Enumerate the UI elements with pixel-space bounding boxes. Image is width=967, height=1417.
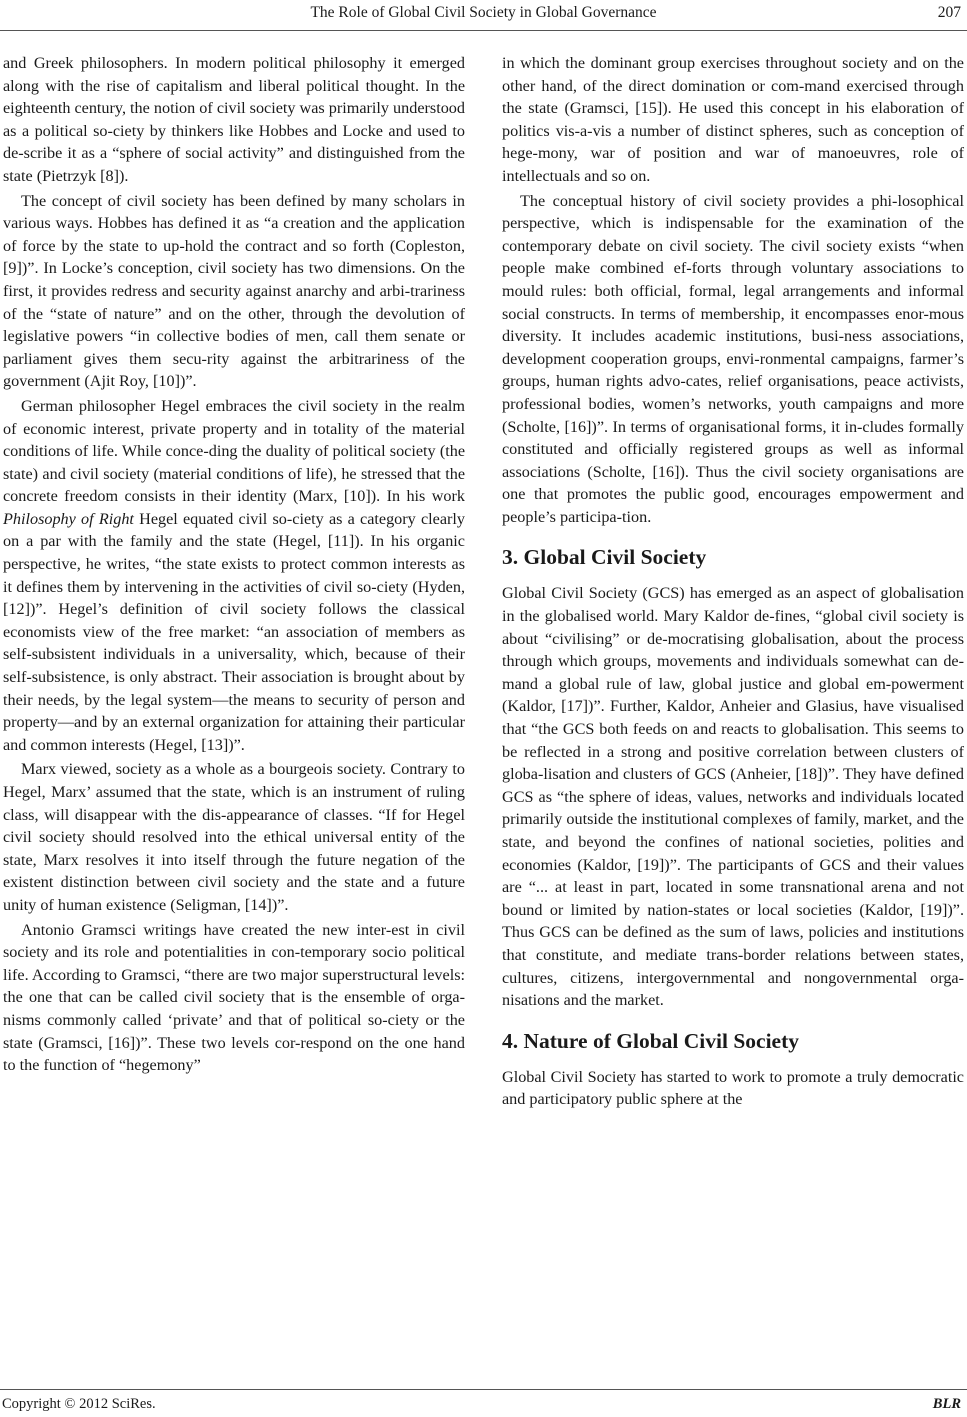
paragraph: The conceptual history of civil society provides a phi-losophical perspective, which is indispensable for the examination of the contemporary debate on civil society. The civil society exists “when people make combined ef-forts through voluntary associations to mould rules: both official, formal, legal arrangements and informal social constructs. In terms of membership, it encompasses enor-mous diversity. It includes academic institutions, busi-ness associations, development cooperation groups, envi-ronmental campaigns, farmer’s groups, human rights advo-cates, relief organisations, peace activists, professional bodies, women’s networks, youth campaigns and more (Scholte, [16])”. In terms of organisational forms, it in-cludes formally constituted and officially registered groups as well as informal associations (Scholte, [16]). Thus the civil society organisations are one that promotes the public good, encourages empowerment and people’s participa-tion.: [502, 191, 964, 526]
left-column: [3, 52, 465, 1077]
page-header: [0, 0, 967, 31]
paragraph: in which the dominant group exercises throughout society and on the other hand, of the direct domination or com-mand exercised through the state (Gramsci, [15]). He used this concept in his elaboration of politics vis-a-vis a number of distinct spheres, such as conception of hege-mony, war of position and war of manoeuvres, role of intellectuals and so on.: [502, 54, 964, 185]
paragraph: Marx viewed, society as a whole as a bourgeois society. Contrary to Hegel, Marx’ assumed that the state, which is an instrument of ruling class, will disappear with the dis-appearance of classes. “If for Hegel civil society should resolved into the ethical universal entity of the state, Marx resolves it into itself through the future negation of the existent distinction between civil society and the state and a future unity of human existence (Seligman, [14])”.: [3, 760, 465, 914]
copyright-notice: Copyright © 2012 SciRes.: [2, 1396, 156, 1412]
page-number: 207: [937, 4, 961, 21]
right-column: [502, 52, 964, 1111]
running-title: The Role of Global Civil Society in Global Governance: [310, 4, 657, 21]
paragraph: [3, 395, 465, 757]
paragraph-text: German philosopher Hegel embraces the civil society in the realm of economic interest, private property and in totality of the material conditions of life. While conce-ding the duality of political society (the state) and civil society (material conditions of life), he stressed that the concrete freedom consists in their identity (Marx, [10]). In his work: [3, 396, 465, 506]
book-title: Philosophy of Right: [3, 509, 134, 528]
paragraph: Global Civil Society has started to work to promote a truly democratic and participatory public sphere at the: [502, 1067, 964, 1109]
journal-abbrev: BLR: [932, 1396, 961, 1412]
section-heading: 3. Global Civil Society: [502, 545, 707, 570]
paragraph-text: Hegel equated civil so-ciety as a category clearly on a par with the family and the state (Hegel, [11]). In his organic perspective, he writes, “the state exists to protect common interests as it defines them by intervening in the activities of civil so-ciety (Hyden, [12])”. Hegel’s definition of civil society follows the classical economists view of the free market: “an association of members as self-subsistent individuals in a universality, which, because of their self-subsistence, is only abstract. Their association is brought about by their needs, by the legal system—the means to security of person and property—and by an external organization for attaining their particular and common interests (Hegel, [13])”.: [3, 509, 465, 754]
paragraph: Antonio Gramsci writings have created the new inter-est in civil society and its role and potentialities in con-temporary socio political life. According to Gramsci, “there are two major superstructural levels: the one that can be called civil society that is the ensemble of orga-nisms commonly called ‘private’ and that of political so-ciety or the state (Gramsci, [16])”. These two levels cor-respond on the one hand to the function of “hegemony”: [3, 920, 465, 1075]
paragraph: Global Civil Society (GCS) has emerged as an aspect of globalisation in the globalised world. Mary Kaldor de-fines, “global civil society is about “civilising” or de-mocratising globalisation, about the process through which groups, movements and individuals somewhat can de-mand a global rule of law, global justice and global em-powerment (Kaldor, [17])”. Further, Kaldor, Anheier and Glasius, have visualised that “the GCS both feeds on and reacts to globalisation. This seems to be reflected in a strong and positive correlation between clusters of globa-lisation and clusters of GCS (Anheier, [18])”. They have defined GCS as “the sphere of ideas, values, networks and individuals located primarily outside the institutional complexes of family, market, and the state, and beyond the confines of national societies, polities and economies (Kaldor, [19])”. The participants of GCS and their values are “... at least in part, located in some transnational arena and not bound or limited by nation-states or local societies (Kaldor, [19])”. Thus GCS can be defined as the sum of laws, policies and institutions that constitute, and mediate trans-border relations between states, cultures, citizens, intergovernmental and nongovernmental orga-nisations and the market.: [502, 584, 964, 1010]
section-heading: 4. Nature of Global Civil Society: [502, 1028, 800, 1053]
paragraph: The concept of civil society has been defined by many scholars in various ways. Hobbes has defined it as “a creation and the application of force by the state to up-hold the contract and so forth (Copleston, [9])”. In Locke’s conception, civil society has two dimensions. On the first, it provides redress and security against anarchy and arbi-trariness of the “state of nature” and on the other, through the devolution of legislative powers “in collective bodies of men, call them senate or parliament gives them secu-rity against the arbitrariness of the government (Ajit Roy, [10])”.: [3, 191, 465, 391]
page-footer: [0, 1389, 967, 1417]
paragraph: and Greek philosophers. In modern political philosophy it emerged along with the rise of capitalism and liberal political thought. In the eighteenth century, the notion of civil society was primarily understood as a political so-ciety by thinkers like Hobbes and Locke and used to de-scribe it as a “sphere of social activity” and distinguished from the state (Pietrzyk [8]).: [3, 54, 465, 185]
